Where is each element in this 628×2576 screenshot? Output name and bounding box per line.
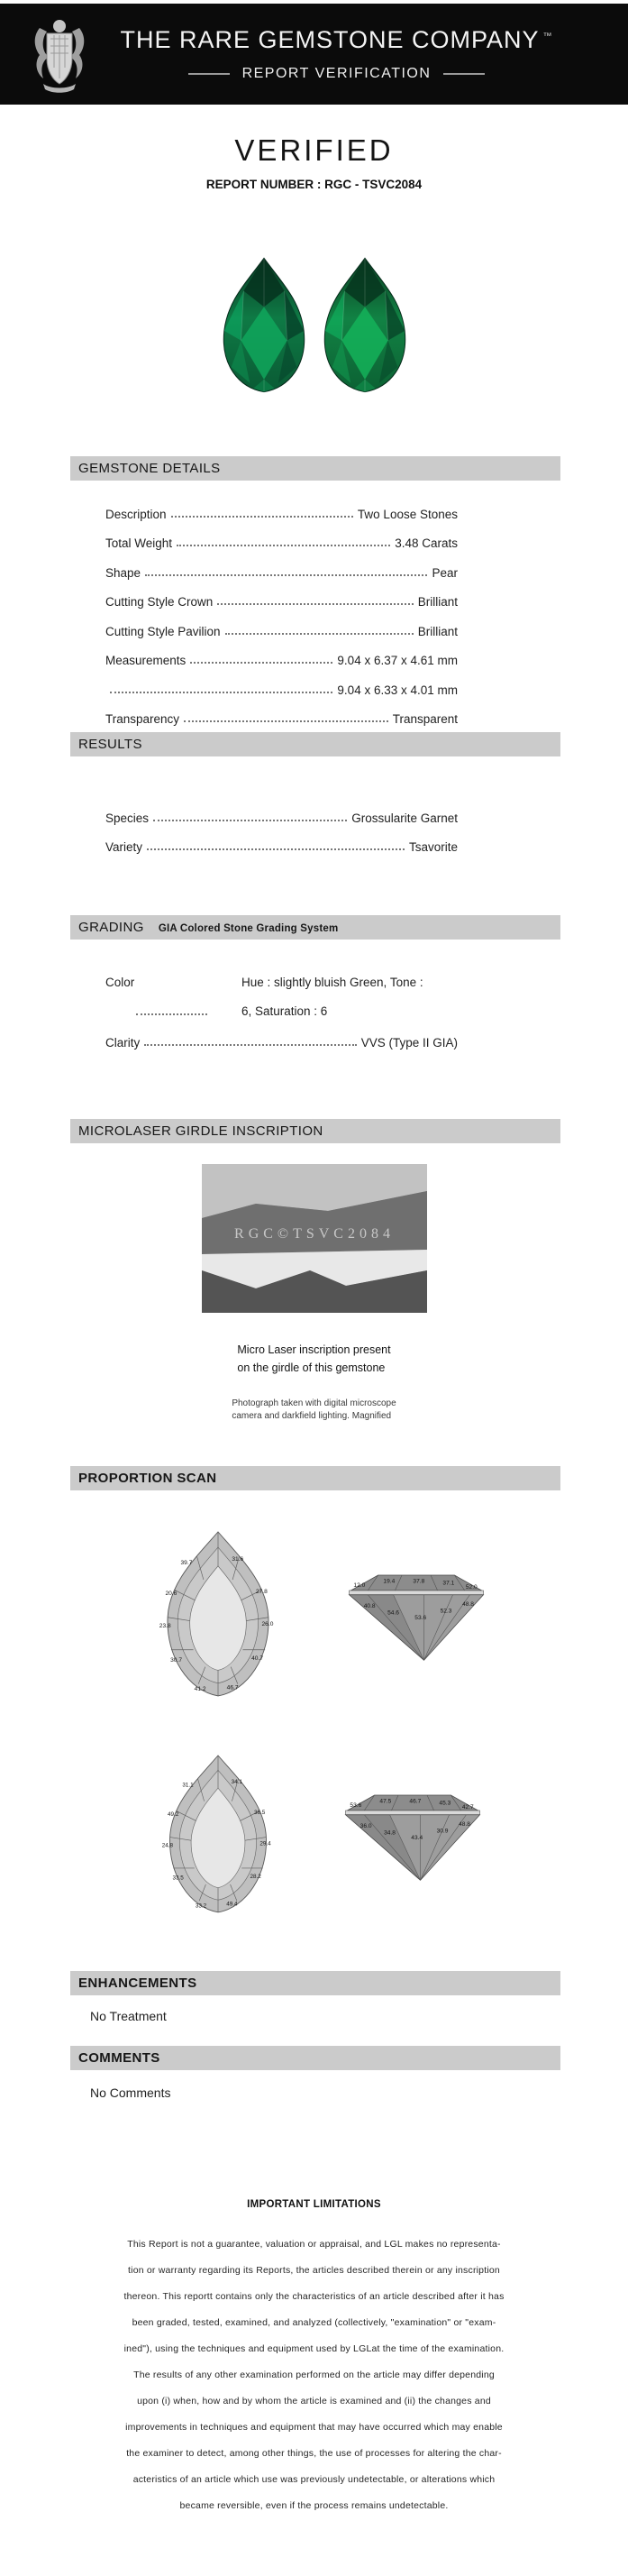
proportion-scan-row-1 bbox=[0, 1523, 628, 1703]
gemstone-details-title-text: GEMSTONE DETAILS bbox=[78, 461, 221, 476]
limitations-line: the examiner to detect, among other things, the use of processes for altering the char- bbox=[126, 2447, 502, 2459]
detail-row-shape bbox=[105, 556, 458, 586]
section-title-comments bbox=[70, 2046, 560, 2070]
stone-1-face-up-diagram bbox=[137, 1523, 299, 1703]
header-text bbox=[88, 26, 585, 82]
facet-angle-label: 39.7 bbox=[180, 1559, 193, 1566]
color-value bbox=[241, 968, 458, 1026]
facet-angle-label: 19.4 bbox=[383, 1578, 396, 1585]
detail-label: Shape bbox=[105, 565, 141, 580]
detail-value: 9.04 x 6.37 x 4.61 mm bbox=[337, 654, 458, 667]
result-value: Grossularite Garnet bbox=[351, 811, 458, 825]
facet-angle-label: 49.4 bbox=[226, 1901, 238, 1908]
proportion-scan-title-text: PROPORTION SCAN bbox=[78, 1470, 217, 1486]
results-title-text: RESULTS bbox=[78, 737, 142, 752]
clarity-value: VVS (Type II GIA) bbox=[360, 1035, 458, 1050]
facet-angle-label: 40.7 bbox=[251, 1655, 264, 1662]
detail-row-description bbox=[105, 498, 458, 527]
detail-row-measurements-1 bbox=[105, 645, 458, 674]
facet-angle-label: 31.1 bbox=[182, 1781, 194, 1788]
facet-angle-label: 46.7 bbox=[226, 1683, 239, 1691]
facet-angle-label: 23.8 bbox=[159, 1622, 171, 1629]
color-value-line2: 6, Saturation : 6 bbox=[241, 1004, 328, 1018]
color-label: Color bbox=[105, 976, 135, 989]
section-title-microlaser bbox=[70, 1119, 560, 1143]
facet-angle-label: 37.8 bbox=[413, 1578, 425, 1585]
header bbox=[0, 4, 628, 105]
facet-angle-label: 49.2 bbox=[168, 1811, 179, 1818]
stone-2-face-up-diagram bbox=[141, 1746, 296, 1920]
detail-value: Two Loose Stones bbox=[357, 507, 458, 521]
limitations-line: tion or warranty regarding its Reports, the articles described therein or any inscription bbox=[128, 2264, 500, 2276]
grading-row-clarity bbox=[105, 1026, 458, 1056]
facet-angle-label: 41.2 bbox=[194, 1685, 206, 1692]
facet-angle-label: 34.1 bbox=[231, 1778, 242, 1785]
comments-value: No Comments bbox=[90, 2085, 171, 2100]
verified-status: VERIFIED bbox=[234, 133, 394, 167]
detail-row-cutting-style-pavilion bbox=[105, 615, 458, 645]
facet-angle-label: 53.6 bbox=[414, 1614, 427, 1621]
microlaser-title-text: MICROLASER GIRDLE INSCRIPTION bbox=[78, 1123, 323, 1139]
result-label: Species bbox=[105, 811, 150, 825]
facet-angle-label: 52.3 bbox=[440, 1608, 452, 1615]
result-label: Variety bbox=[105, 840, 143, 854]
results-rows bbox=[105, 802, 458, 860]
comments-title-text: COMMENTS bbox=[78, 2049, 160, 2066]
color-value-line1: Hue : slightly bluish Green, Tone : bbox=[241, 976, 423, 989]
section-title-grading bbox=[70, 915, 560, 940]
trademark-symbol: ™ bbox=[542, 32, 553, 41]
caption-line2: on the girdle of this gemstone bbox=[237, 1361, 386, 1374]
detail-value: 9.04 x 6.33 x 4.01 mm bbox=[337, 683, 458, 697]
dotted-leader bbox=[177, 545, 390, 546]
detail-value: Brilliant bbox=[417, 595, 458, 609]
detail-label: Transparency bbox=[105, 712, 180, 726]
report-page bbox=[0, 4, 628, 2576]
dotted-leader bbox=[190, 662, 332, 664]
facet-angle-label: 46.7 bbox=[409, 1798, 422, 1805]
limitations-line: The results of any other examination performed on the article may differ depending bbox=[133, 2369, 495, 2380]
stone-2-profile-diagram bbox=[339, 1780, 487, 1886]
gemstone-details-rows bbox=[105, 498, 458, 732]
caption-line1: Micro Laser inscription present bbox=[237, 1343, 391, 1356]
tagline-dash-right bbox=[443, 73, 485, 75]
result-row-variety bbox=[105, 831, 458, 861]
stone-1-profile-diagram bbox=[342, 1560, 491, 1666]
proportion-scan-row-2 bbox=[0, 1743, 628, 1923]
tagline-text: REPORT VERIFICATION bbox=[241, 66, 432, 81]
girdle-inscription-text: RGC©TSVC2084 bbox=[233, 1225, 395, 1242]
detail-row-total-weight bbox=[105, 527, 458, 557]
gemstone-photo bbox=[0, 253, 628, 396]
detail-label: Cutting Style Crown bbox=[105, 595, 214, 609]
microlaser-note bbox=[232, 1398, 396, 1423]
facet-angle-label: 30.7 bbox=[170, 1656, 183, 1664]
clarity-label: Clarity bbox=[105, 1035, 141, 1050]
facet-angle-label: 36.5 bbox=[254, 1809, 266, 1816]
company-name bbox=[120, 26, 552, 54]
grading-subtitle-text: GIA Colored Stone Grading System bbox=[158, 923, 339, 934]
facet-angle-label: 33.5 bbox=[172, 1875, 184, 1882]
facet-angle-label: 40.8 bbox=[363, 1602, 376, 1609]
dotted-leader bbox=[145, 574, 427, 576]
facet-angle-label: 53.6 bbox=[350, 1801, 362, 1809]
limitations-line: ined"), using the techniques and equipment used by LGLat the time of the examination. bbox=[123, 2342, 505, 2354]
limitations-line: acteristics of an article which use was previously undetectable, or alterations which bbox=[132, 2473, 496, 2485]
dotted-leader bbox=[225, 633, 414, 635]
facet-angle-label: 43.4 bbox=[411, 1834, 423, 1841]
gemstone-image-left bbox=[214, 253, 314, 396]
detail-label: Measurements bbox=[105, 654, 187, 667]
dotted-leader bbox=[144, 1044, 356, 1046]
detail-row-measurements-2 bbox=[105, 674, 458, 703]
dotted-leader bbox=[153, 820, 347, 821]
grading-title-text: GRADING bbox=[78, 920, 144, 935]
facet-angle-label: 52.0 bbox=[465, 1583, 478, 1591]
dotted-leader bbox=[217, 603, 413, 605]
facet-angle-label: 31.6 bbox=[232, 1555, 244, 1563]
section-title-enhancements bbox=[70, 1971, 560, 1995]
facet-angle-label: 30.9 bbox=[436, 1828, 449, 1835]
report-number: REPORT NUMBER : RGC - TSVC2084 bbox=[205, 178, 423, 191]
girdle-photo-image bbox=[202, 1164, 427, 1313]
note-line1: Photograph taken with digital microscope bbox=[232, 1398, 396, 1408]
dotted-leader bbox=[171, 516, 353, 518]
limitations-line: thereon. This reportt contains only the characteristics of an article described after it has bbox=[123, 2290, 505, 2302]
facet-angle-label: 29.4 bbox=[259, 1840, 271, 1847]
grading-rows bbox=[105, 968, 458, 1056]
limitations-line: became reversible, even if the process remains undetectable. bbox=[179, 2499, 449, 2511]
report-verification-tagline bbox=[188, 66, 486, 82]
detail-value: Pear bbox=[432, 565, 458, 580]
facet-angle-label: 28.2 bbox=[250, 1873, 261, 1880]
limitations-line: improvements in techniques and equipment that may have occurred which may enable bbox=[125, 2421, 503, 2433]
important-limitations-text bbox=[0, 2232, 628, 2519]
facet-angle-label: 24.8 bbox=[161, 1841, 174, 1848]
dotted-leader bbox=[136, 968, 207, 1015]
section-title-proportion-scan bbox=[70, 1466, 560, 1490]
facet-angle-label: 47.5 bbox=[379, 1798, 392, 1805]
section-title-gemstone-details bbox=[70, 456, 560, 481]
dotted-leader bbox=[184, 720, 388, 722]
detail-row-cutting-style-crown bbox=[105, 586, 458, 616]
result-row-species bbox=[105, 802, 458, 831]
facet-angle-label: 48.8 bbox=[462, 1600, 474, 1608]
company-crest-logo-icon bbox=[31, 15, 88, 93]
detail-label: Total Weight bbox=[105, 536, 173, 550]
facet-angle-label: 33.2 bbox=[195, 1902, 207, 1909]
limitations-line: This Report is not a guarantee, valuation or appraisal, and LGL makes no representa- bbox=[127, 2238, 501, 2250]
gemstone-image-right bbox=[315, 253, 414, 396]
enhancements-title-text: ENHANCEMENTS bbox=[78, 1975, 197, 1991]
facet-angle-label: 54.6 bbox=[387, 1609, 399, 1616]
grading-row-color bbox=[105, 968, 458, 1026]
result-value: Tsavorite bbox=[408, 840, 458, 854]
facet-angle-label: 34.8 bbox=[384, 1829, 396, 1836]
dotted-leader bbox=[110, 692, 332, 693]
limitations-line: upon (i) when, how and by whom the article is examined and (ii) the changes and bbox=[137, 2395, 491, 2406]
facet-angle-label: 27.8 bbox=[255, 1588, 268, 1595]
detail-value: 3.48 Carats bbox=[395, 536, 458, 550]
facet-angle-label: 48.8 bbox=[459, 1820, 470, 1828]
facet-angle-label: 36.0 bbox=[360, 1822, 372, 1829]
detail-row-transparency bbox=[105, 703, 458, 733]
facet-angle-label: 45.3 bbox=[439, 1799, 451, 1806]
facet-angle-label: 20.6 bbox=[165, 1590, 177, 1597]
section-title-results bbox=[70, 732, 560, 756]
dotted-leader bbox=[147, 848, 405, 850]
facet-angle-label: 12.0 bbox=[353, 1581, 366, 1589]
girdle-inscription-photo bbox=[0, 1164, 628, 1313]
facet-angle-label: 42.7 bbox=[461, 1803, 474, 1811]
limitations-line: been graded, tested, examined, and analyzed (collectively, "examination" or "exam- bbox=[132, 2316, 496, 2328]
tagline-dash-left bbox=[188, 73, 230, 75]
microlaser-caption bbox=[237, 1341, 390, 1377]
enhancements-value: No Treatment bbox=[90, 2008, 167, 2023]
note-line2: camera and darkfield lighting. Magnified bbox=[232, 1410, 392, 1421]
detail-value: Brilliant bbox=[417, 624, 458, 638]
facet-angle-label: 26.0 bbox=[261, 1620, 274, 1627]
company-name-text: THE RARE GEMSTONE COMPANY bbox=[120, 26, 540, 53]
facet-angle-label: 37.1 bbox=[442, 1579, 455, 1586]
detail-value: Transparent bbox=[392, 712, 458, 726]
important-limitations-title: IMPORTANT LIMITATIONS bbox=[247, 2198, 381, 2210]
detail-label: Cutting Style Pavilion bbox=[105, 624, 221, 638]
detail-label: Description bbox=[105, 507, 167, 521]
